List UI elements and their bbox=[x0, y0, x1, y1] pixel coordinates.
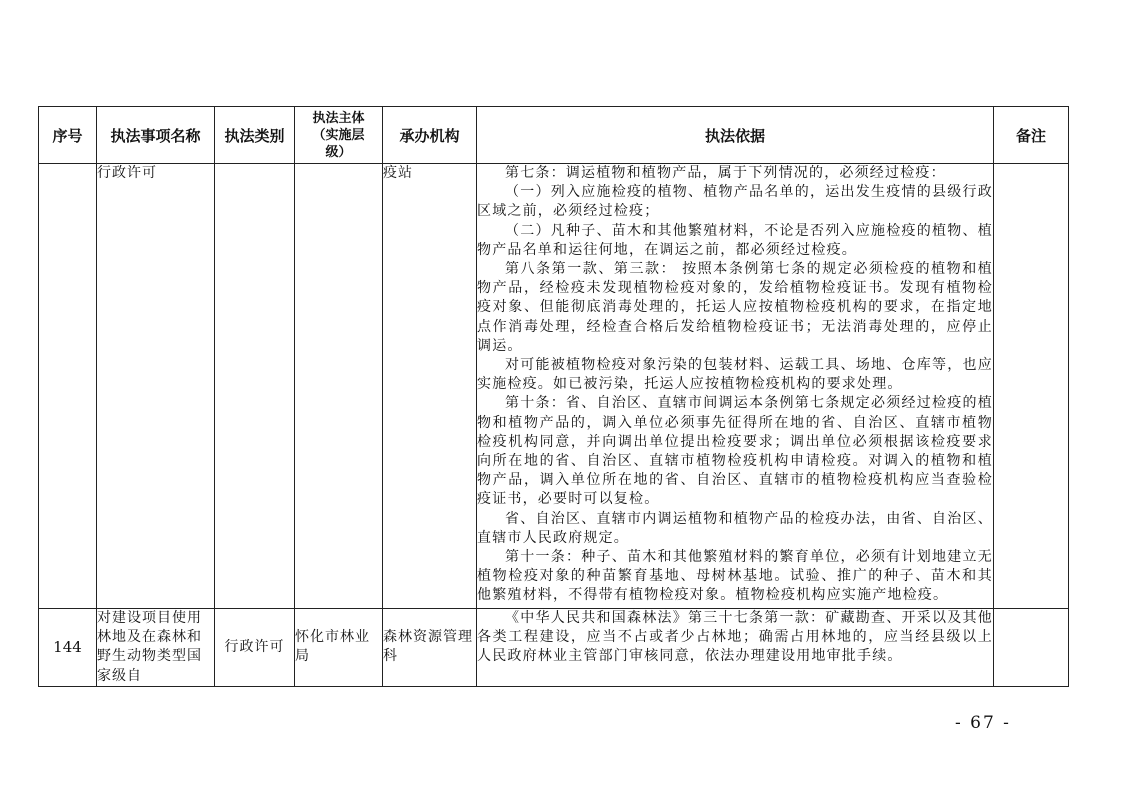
row1-category bbox=[215, 164, 295, 609]
header-seq: 序号 bbox=[39, 107, 97, 164]
basis-paragraph: 省、自治区、直辖市内调运植物和植物产品的检疫办法，由省、自治区、直辖市人民政府规定。 bbox=[477, 510, 993, 546]
row2-seq: 144 bbox=[39, 609, 97, 687]
basis-paragraph: 第十条：省、自治区、直辖市间调运本条例第七条规定必须经过检疫的植物和植物产品的，调入单位必须事先征得所在地的省、自治区、直辖市植物检疫机构同意，并向调出单位提出检疫要求；调出单位必须根据该检疫要求向所在地的省、自治区、直辖市植物检疫机构申请检疫。对调入的植物和植物产品，调入单位所在地的省、自治区、直辖市的植物检疫机构应当查验检疫证书，必要时可以复检。 bbox=[477, 395, 993, 508]
header-category: 执法类别 bbox=[215, 107, 295, 164]
table-row bbox=[39, 609, 1069, 687]
header-subject-line2: （实施层 bbox=[312, 127, 365, 143]
row2-agency: 森林资源管理科 bbox=[383, 609, 477, 687]
row1-agency: 疫站 bbox=[383, 164, 477, 609]
row1-item-name: 行政许可 bbox=[97, 164, 215, 609]
row1-basis bbox=[477, 164, 994, 609]
basis-paragraph: 第十一条：种子、苗木和其他繁殖材料的繁育单位，必须有计划地建立无植物检疫对象的种苗繁育基地、母树林基地。试验、推广的种子、苗木和其他繁殖材料，不得带有植物检疫对象。植物检疫机构应实施产地检疫。 bbox=[477, 549, 993, 604]
row2-basis bbox=[477, 609, 994, 687]
header-item-name: 执法事项名称 bbox=[97, 107, 215, 164]
header-subject-line3: 级） bbox=[325, 144, 352, 160]
row2-category: 行政许可 bbox=[215, 609, 295, 687]
header-subject bbox=[295, 107, 383, 164]
basis-paragraph: 《中华人民共和国森林法》第三十七条第一款：矿藏勘查、开采以及其他各类工程建设，应当不占或者少占林地；确需占用林地的，应当经县级以上人民政府林业主管部门审核同意，依法办理建设用地审批手续。 bbox=[477, 610, 993, 665]
row2-subject: 怀化市林业局 bbox=[295, 609, 383, 687]
header-row bbox=[39, 107, 1069, 164]
page-number: - 67 - bbox=[955, 713, 1011, 733]
row1-seq bbox=[39, 164, 97, 609]
basis-paragraph: 第七条：调运植物和植物产品，属于下列情况的，必须经过检疫： bbox=[505, 165, 946, 181]
row2-item-name: 对建设项目使用林地及在森林和野生动物类型国家级自 bbox=[97, 609, 215, 687]
table-row bbox=[39, 164, 1069, 609]
header-remark: 备注 bbox=[994, 107, 1069, 164]
row2-remark bbox=[994, 609, 1069, 687]
basis-paragraph: （二）凡种子、苗木和其他繁殖材料，不论是否列入应施检疫的植物、植物产品名单和运往何地，在调运之前，都必须经过检疫。 bbox=[477, 222, 993, 258]
basis-paragraph: （一）列入应施检疫的植物、植物产品名单的，运出发生疫情的县级行政区域之前，必须经过检疫； bbox=[477, 184, 993, 220]
header-basis: 执法依据 bbox=[477, 107, 994, 164]
basis-paragraph: 第八条第一款、第三款： 按照本条例第七条的规定必须检疫的植物和植物产品，经检疫未发现植物检疫对象的，发给植物检疫证书。发现有植物检疫对象、但能彻底消毒处理的，托运人应按植物检疫机构的要求，在指定地点作消毒处理，经检查合格后发给植物检疫证书；无法消毒处理的，应停止调运。 bbox=[477, 261, 993, 354]
row1-subject bbox=[295, 164, 383, 609]
header-agency: 承办机构 bbox=[383, 107, 477, 164]
basis-paragraph: 对可能被植物检疫对象污染的包装材料、运载工具、场地、仓库等，也应实施检疫。如已被污染，托运人应按植物检疫机构的要求处理。 bbox=[477, 357, 993, 393]
enforcement-table bbox=[38, 106, 1069, 687]
row1-remark bbox=[994, 164, 1069, 609]
header-subject-line1: 执法主体 bbox=[312, 110, 365, 126]
